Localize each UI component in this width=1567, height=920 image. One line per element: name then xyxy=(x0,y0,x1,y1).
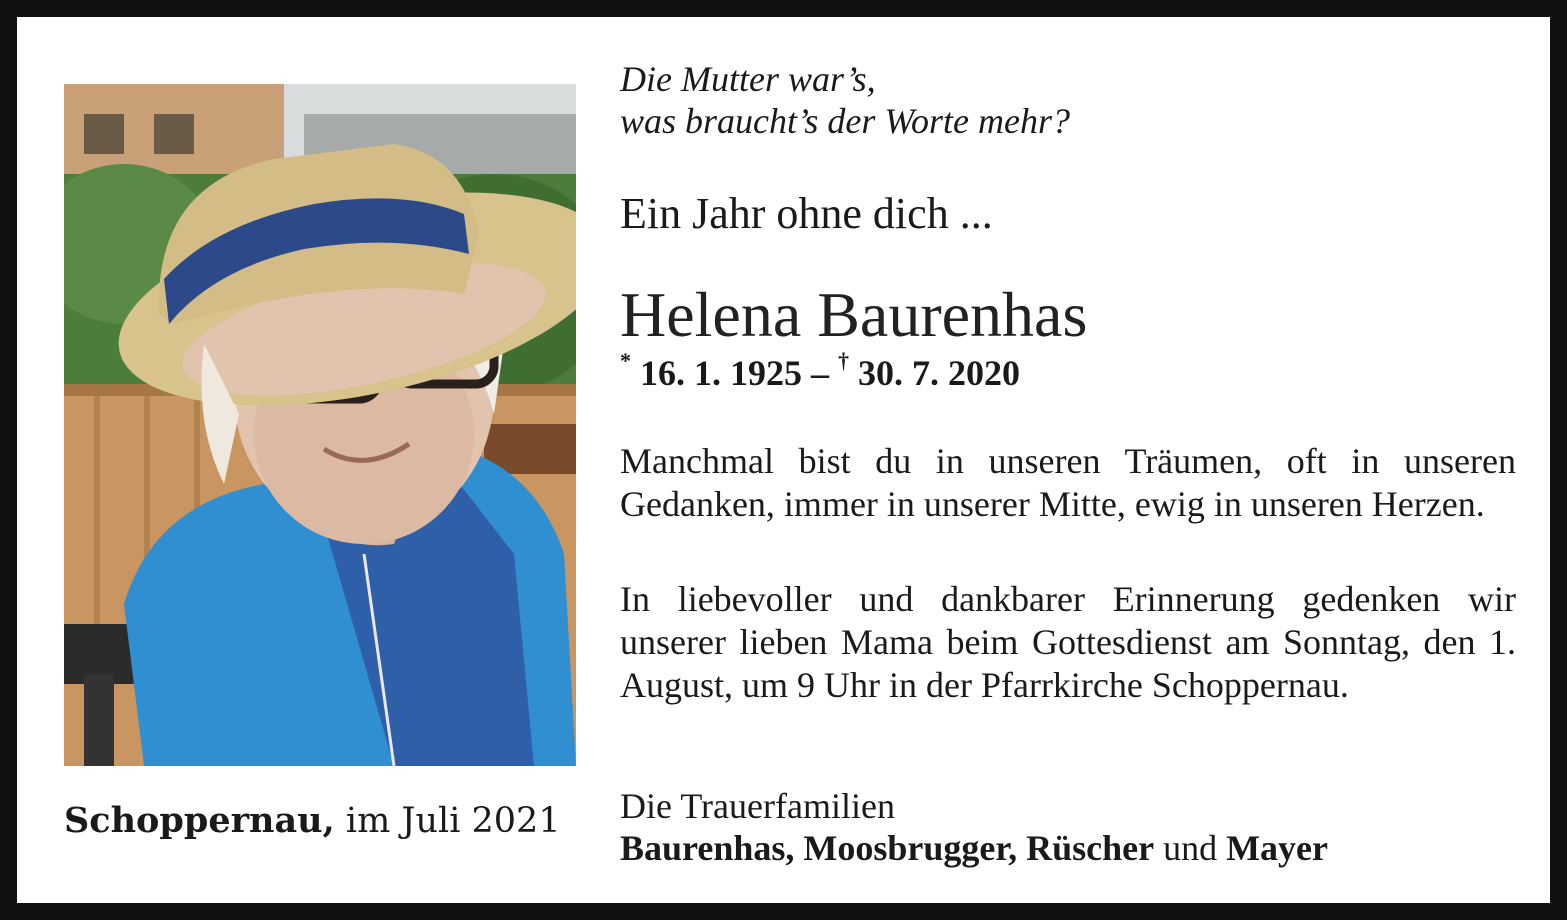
families-intro: Die Trauerfamilien xyxy=(620,786,895,826)
death-date: 30. 7. 2020 xyxy=(858,353,1020,393)
paragraph-memorial: In liebevoller und dankbarer Erinnerung gedenken wir unserer lieben Mama beim Gottesdienst am Sonntag, den 1. August, um 9 Uhr in der Pfarrkirche Schoppernau. xyxy=(620,579,1516,705)
life-dates xyxy=(620,348,1020,394)
deceased-name: Helena Baurenhas xyxy=(620,279,1088,350)
family-name-1: Baurenhas, xyxy=(620,828,795,868)
birth-date: 16. 1. 1925 xyxy=(640,353,802,393)
families-conjunction: und xyxy=(1163,828,1218,868)
quote-line-2: was braucht’s der Worte mehr? xyxy=(620,101,1071,141)
quote-line-1: Die Mutter war’s, xyxy=(620,59,876,99)
mourning-families xyxy=(620,785,1328,869)
place-date: im Juli 2021 xyxy=(334,801,561,841)
family-name-2: Moosbrugger, xyxy=(803,828,1018,868)
quote xyxy=(620,58,1070,142)
place-and-date xyxy=(64,800,584,841)
paragraph-dreams: Manchmal bist du in unseren Träumen, oft in unseren Gedanken, immer in unserer Mitte, ewig in unseren Herzen. xyxy=(620,441,1516,524)
family-name-4: Mayer xyxy=(1226,828,1329,868)
birth-symbol: * xyxy=(620,348,631,373)
place-town: Schoppernau, xyxy=(64,800,335,841)
families-names xyxy=(620,827,1328,869)
portrait-photo xyxy=(64,84,576,766)
death-symbol: † xyxy=(838,348,849,373)
subtitle: Ein Jahr ohne dich ... xyxy=(620,189,993,238)
family-name-3: Rüscher xyxy=(1026,828,1155,868)
portrait-illustration xyxy=(64,84,576,766)
date-separator: – xyxy=(811,353,829,393)
